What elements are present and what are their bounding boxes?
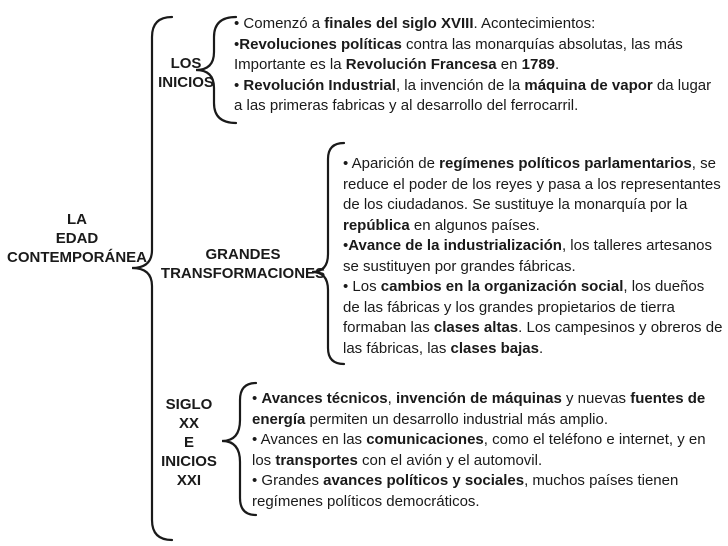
inicios-bullet-3: • Revolución Industrial, la invención de la máquina de vapor da lugar a las primeras fabricas y al desarrollo del ferrocarril.: [234, 76, 712, 114]
root-line-3: CONTEMPORÁNEA: [6, 249, 147, 266]
root-line-1: LA: [67, 211, 87, 228]
transformaciones-bullet-3: • Los cambios en la organización social, los dueños de las fábricas y los grandes propietarios de tierra formaban las clases altas. Los campesinos y obreros de las fábricas, las clases bajas.: [343, 278, 723, 357]
siglo-label-line-4: INICIOS: [161, 453, 217, 470]
siglo-label-line-2: XX: [178, 415, 199, 432]
inicios-label: [156, 54, 216, 92]
transformaciones-label-line-1: GRANDES: [205, 246, 281, 263]
siglo-label: [156, 395, 222, 490]
inicios-text: [234, 14, 722, 117]
siglo-bullet-2: • Avances en las comunicaciones, como el teléfono e internet, y en los transportes con el avión y el automovil.: [252, 431, 706, 469]
inicios-bullet-1: • Comenzó a finales del siglo XVIII. Acontecimientos:: [234, 15, 596, 32]
siglo-bracket: [222, 383, 256, 515]
inicios-label-line-2: INICIOS: [158, 74, 214, 91]
transformaciones-label: [156, 245, 330, 283]
transformaciones-bullet-2: •Avance de la industrialización, los talleres artesanos se sustituyen por grandes fábricas.: [343, 237, 713, 275]
transformaciones-text: [343, 154, 725, 359]
inicios-label-line-1: LOS: [170, 55, 202, 72]
transformaciones-label-line-2: TRANSFORMACIONES: [160, 265, 326, 282]
root-label: [2, 210, 152, 267]
siglo-label-line-5: XXI: [176, 472, 202, 489]
transformaciones-bullet-1: • Aparición de regímenes políticos parlamentarios, se reduce el poder de los reyes y pasa a los representantes de los ciudadanos. Se sustituye la monarquía por la república en algunos países.: [343, 155, 721, 234]
root-line-2: EDAD: [55, 230, 99, 247]
siglo-bullet-3: • Grandes avances políticos y sociales, muchos países tienen regímenes políticos democráticos.: [252, 472, 679, 510]
siglo-bullet-1: • Avances técnicos, invención de máquinas y nuevas fuentes de energía permiten un desarrollo industrial más amplio.: [252, 390, 706, 428]
inicios-bullet-2: •Revoluciones políticas contra las monarquías absolutas, las más Importante es la Revolución Francesa en 1789.: [234, 35, 683, 73]
siglo-label-line-3: E: [183, 434, 194, 451]
siglo-text: [252, 389, 724, 512]
siglo-label-line-1: SIGLO: [165, 396, 213, 413]
